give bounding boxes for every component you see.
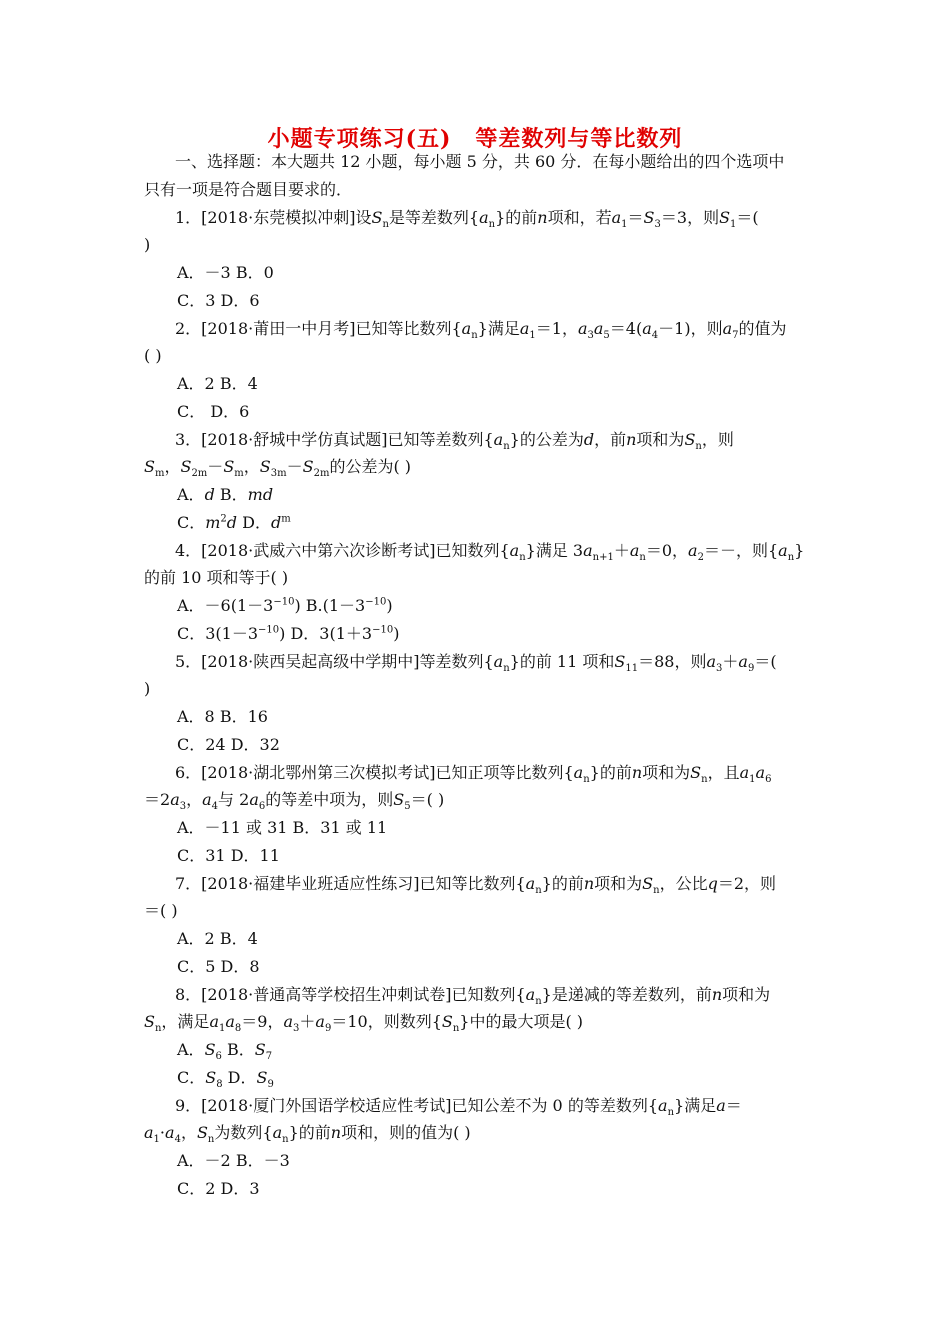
question-7-stem: 7．[2018·福建毕业班适应性练习]已知等比数列$\{a_n\}$的前n项和为$S_n$，公比q＝2，则 (175, 874, 777, 897)
question-5-stem: 5．[2018·陕西吴起高级中学期中]等差数列$\{a_n\}$的前 11 项和$S_{11}=88$，则$a_3+a_9=$( (175, 652, 777, 675)
question-6-options-ab: A．－11 或 31 B．31 或 11 (177, 818, 388, 837)
title-series: 小题专项练习(五) (267, 126, 452, 152)
question-2-options-ab: A．2 B．4 (177, 374, 258, 393)
question-5-options-ab: A．8 B．16 (177, 707, 268, 726)
question-9-stem: 9．[2018·厦门外国语学校适应性考试]已知公差不为 0 的等差数列$\{a_n\}$满足a＝ (175, 1096, 742, 1119)
question-1-stem: 1．[2018·东莞模拟冲刺]设$S_n$是等差数列$\{a_n\}$的前n项和，若$a_1=S_3=3$，则$S_1=$( (175, 208, 759, 231)
question-2-options-cd: C． D．6 (177, 402, 250, 421)
question-9-stem-cont: $a_1\cdot a_4$，$S_n$为数列$\{a_n\}$的前n项和，则的值为( ) (144, 1123, 471, 1146)
question-3-options-ab: A．d B．md (177, 485, 274, 504)
question-2-stem-cont: ( ) (144, 346, 162, 365)
section-instructions-line1: 一、选择题：本大题共 12 小题，每小题 5 分，共 60 分．在每小题给出的四个选项中 (175, 152, 785, 171)
section-instructions-line2: 只有一项是符合题目要求的． (144, 180, 353, 199)
question-8-options-cd: C．$S_8$ D．$S_9$ (177, 1068, 274, 1091)
question-7-options-cd: C．5 D．8 (177, 957, 260, 976)
question-5-stem-cont: ) (144, 679, 151, 698)
question-9-options-cd: C．2 D．3 (177, 1179, 260, 1198)
question-4-stem-cont: 的前 10 项和等于( ) (144, 568, 289, 587)
question-6-stem-cont: $=2a_3$，$a_4$与 $2a_6$的等差中项为，则$S_5=$( ) (144, 790, 445, 813)
question-6-stem: 6．[2018·湖北鄂州第三次模拟考试]已知正项等比数列$\{a_n\}$的前n项和为$S_n$，且$a_1a_6$ (175, 763, 772, 786)
question-1-options-ab: A．－3 B．0 (177, 263, 274, 282)
title-topic: 等差数列与等比数列 (475, 126, 683, 152)
question-4-stem: 4．[2018·武威六中第六次诊断考试]已知数列$\{a_n\}$满足 $3a_{n+1}+a_n=0$，$a_2=-$，则$\{a_n\}$ (175, 541, 805, 564)
question-1-options-cd: C．3 D．6 (177, 291, 260, 310)
question-7-options-ab: A．2 B．4 (177, 929, 258, 948)
question-7-stem-cont: ＝( ) (144, 901, 178, 920)
question-1-stem-cont: ) (144, 235, 151, 254)
page-title (0, 122, 950, 153)
question-6-options-cd: C．31 D．11 (177, 846, 280, 865)
question-3-stem: 3．[2018·舒城中学仿真试题]已知等差数列$\{a_n\}$的公差为d，前n项和为$S_n$，则 (175, 430, 734, 453)
question-9-options-ab: A．－2 B．－3 (177, 1151, 290, 1170)
question-3-options-cd: C．$m^2d$ D．$d^m$ (177, 513, 291, 532)
question-4-options-cd: C．$3(1-3^{-10})$ D．$3(1+3^{-10})$ (177, 624, 400, 643)
question-2-stem: 2．[2018·莆田一中月考]已知等比数列$\{a_n\}$满足$a_1=1$，$a_3a_5=4(a_4-1)$，则$a_7$的值为 (175, 319, 787, 342)
question-4-options-ab: A．$-6(1-3^{-10})$ $B.(1-3^{-10})$ (177, 596, 393, 615)
question-3-stem-cont: $S_m$，$S_{2m}-S_m$，$S_{3m}-S_{2m}$的公差为( ) (144, 457, 412, 480)
question-8-options-ab: A．$S_6$ B．$S_7$ (177, 1040, 273, 1063)
question-5-options-cd: C．24 D．32 (177, 735, 280, 754)
question-8-stem-cont: $S_n$，满足$a_1a_8=9$，$a_3+a_9=10$，则数列$\{S_n\}$中的最大项是( ) (144, 1012, 584, 1035)
question-8-stem: 8．[2018·普通高等学校招生冲刺试卷]已知数列$\{a_n\}$是递减的等差数列，前n项和为 (175, 985, 771, 1008)
